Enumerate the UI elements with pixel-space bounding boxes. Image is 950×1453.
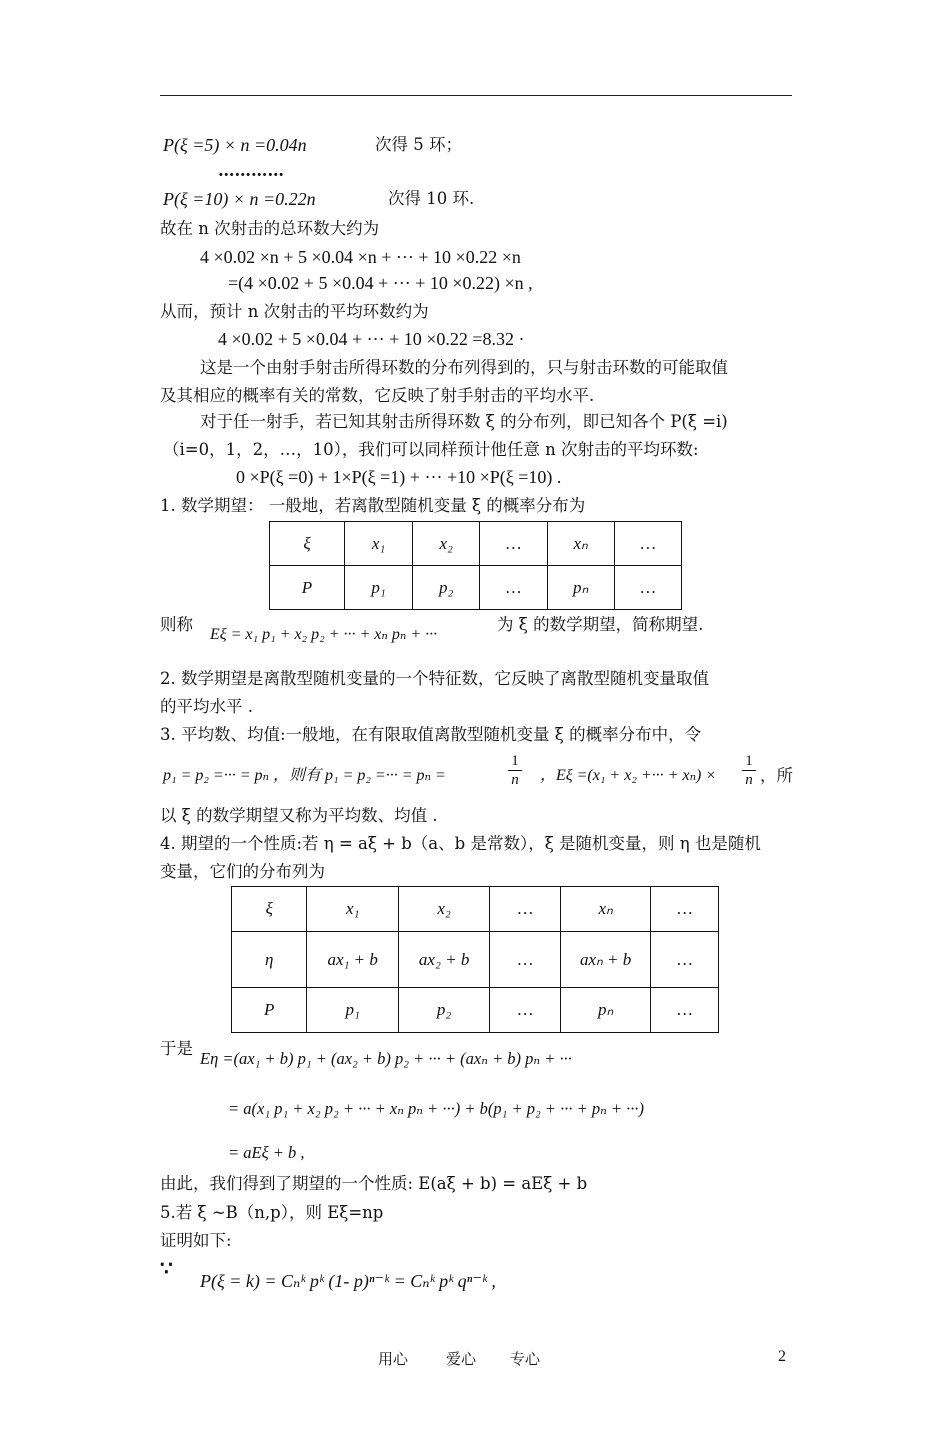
table-cell: … <box>490 932 561 988</box>
table-cell: p₁ <box>344 566 412 610</box>
paragraph-line: 变量，它们的分布列为 <box>160 862 325 881</box>
fraction-denominator: n <box>511 772 519 788</box>
then-call: 则称 <box>160 615 193 634</box>
paragraph-line: 以 ξ 的数学期望又称为平均数、均值 . <box>160 806 438 825</box>
total-rings-formula: 4 ×0.02 ×n + 5 ×0.04 ×n + ··· + 10 ×0.22 ×n <box>200 247 521 267</box>
proof-heading: 证明如下: <box>160 1231 232 1250</box>
table-cell: ξ <box>232 887 307 932</box>
table-cell: … <box>651 932 719 988</box>
total-rings-factored: =(4 ×0.02 + 5 ×0.04 + ··· + 10 ×0.22) ×n , <box>228 273 533 293</box>
table-cell: … <box>490 988 561 1033</box>
fraction-numerator: 1 <box>742 752 756 771</box>
paragraph-line: 对于任一射手，若已知其射击所得环数 ξ 的分布列，即已知各个 P(ξ =i) <box>200 412 728 431</box>
table-cell: x₂ <box>413 522 480 566</box>
mean-condition: p₁ = p₂ =··· = pₙ ，则有 p₁ = p₂ =··· = pₙ = <box>163 767 446 784</box>
line-p5: P(ξ =5) × n =0.04n <box>163 135 307 155</box>
paragraph-line: 的平均水平 . <box>160 697 253 716</box>
table-cell: p₂ <box>413 566 480 610</box>
table-cell: η <box>232 932 307 988</box>
fraction-one-over-n <box>508 752 522 789</box>
table-cell: … <box>651 988 719 1033</box>
average-formula: 4 ×0.02 + 5 ×0.04 + ··· + 10 ×0.22 =8.32 · <box>218 329 525 349</box>
line-p10-text: 次得 10 环. <box>388 189 475 208</box>
because-symbol: ∵ <box>160 1256 173 1280</box>
ellipsis: ………… <box>218 161 284 180</box>
eta-expectation-2: = a(x₁ p₁ + x₂ p₂ + ··· + xₙ pₙ + ···) + b(p₁ + p₂ + ··· + pₙ + ···) <box>228 1099 645 1118</box>
mean-formula: ，Eξ =(x₁ + x₂ +··· + xₙ) × <box>540 767 717 784</box>
page-number: 2 <box>778 1348 786 1365</box>
footer-text: 爱心 <box>446 1350 477 1368</box>
footer-text: 专心 <box>510 1350 541 1368</box>
fraction-one-over-n <box>742 752 756 789</box>
table-cell: pₙ <box>547 566 614 610</box>
total-rings-intro: 故在 n 次射击的总环数大约为 <box>160 219 380 238</box>
expectation-definition: Eξ = x₁ p₁ + x₂ p₂ + ··· + xₙ pₙ + ··· <box>210 626 438 643</box>
table-cell: P <box>270 566 345 610</box>
distribution-table-2 <box>231 886 719 1033</box>
table-cell: p₁ <box>307 988 398 1033</box>
property-statement: 由此，我们得到了期望的一个性质: E(aξ + b) = aEξ + b <box>160 1174 588 1193</box>
eta-expectation-1: Eη =(ax₁ + b) p₁ + (ax₂ + b) p₂ + ··· + (axₙ + b) pₙ + ··· <box>200 1049 572 1068</box>
table-cell: x₁ <box>307 887 398 932</box>
fraction-numerator: 1 <box>508 752 522 771</box>
therefore-label: 于是 <box>160 1039 193 1058</box>
paragraph-line: 4. 期望的一个性质:若 η = aξ + b（a、b 是常数），ξ 是随机变量，则 η 也是随机 <box>160 834 761 853</box>
table-cell: … <box>490 887 561 932</box>
average-intro: 从而，预计 n 次射击的平均环数约为 <box>160 302 429 321</box>
table-cell: … <box>480 566 547 610</box>
table-cell: … <box>614 566 681 610</box>
distribution-table-1 <box>269 521 682 610</box>
table-cell: x₁ <box>344 522 412 566</box>
paragraph-line: 这是一个由射手射击所得环数的分布列得到的，只与射击环数的可能取值 <box>200 358 728 377</box>
table-cell: ax₁ + b <box>307 932 398 988</box>
table-cell: axₙ + b <box>560 932 650 988</box>
binomial-statement: 5.若 ξ ~B（n,p），则 Eξ=np <box>160 1203 384 1222</box>
table-cell: P <box>232 988 307 1033</box>
expected-formula: 0 ×P(ξ =0) + 1×P(ξ =1) + ··· +10 ×P(ξ =10) . <box>236 467 562 487</box>
header-rule <box>160 95 792 96</box>
fraction-denominator: n <box>745 772 753 788</box>
table-cell: … <box>614 522 681 566</box>
table-cell: x₂ <box>398 887 489 932</box>
mean-formula-tail: ，所 <box>760 766 793 785</box>
table-cell: p₂ <box>398 988 489 1033</box>
paragraph-line: 及其相应的概率有关的常数，它反映了射手射击的平均水平. <box>160 386 595 405</box>
table-cell: … <box>480 522 547 566</box>
paragraph-line: 2. 数学期望是离散型随机变量的一个特征数，它反映了离散型随机变量取值 <box>160 669 709 688</box>
paragraph-line: 3. 平均数、均值:一般地，在有限取值离散型随机变量 ξ 的概率分布中，令 <box>160 725 702 744</box>
table-cell: ξ <box>270 522 345 566</box>
paragraph-line: （i=0，1，2，…，10），我们可以同样预计他任意 n 次射击的平均环数: <box>163 440 699 459</box>
table-cell: ax₂ + b <box>398 932 489 988</box>
footer-text: 用心 <box>378 1350 409 1368</box>
line-p10: P(ξ =10) × n =0.22n <box>163 189 316 209</box>
table-cell: xₙ <box>560 887 650 932</box>
definition-heading: 1. 数学期望： 一般地，若离散型随机变量 ξ 的概率分布为 <box>160 496 586 515</box>
table-cell: pₙ <box>560 988 650 1033</box>
expectation-definition-text: 为 ξ 的数学期望，简称期望. <box>497 615 704 634</box>
binomial-probability: P(ξ = k) = Cₙᵏ pᵏ (1- p)ⁿ⁻ᵏ = Cₙᵏ pᵏ qⁿ⁻ᵏ , <box>200 1271 496 1291</box>
table-cell: … <box>651 887 719 932</box>
line-p5-text: 次得 5 环； <box>375 135 462 154</box>
eta-expectation-3: = aEξ + b , <box>228 1143 305 1162</box>
table-cell: xₙ <box>547 522 614 566</box>
